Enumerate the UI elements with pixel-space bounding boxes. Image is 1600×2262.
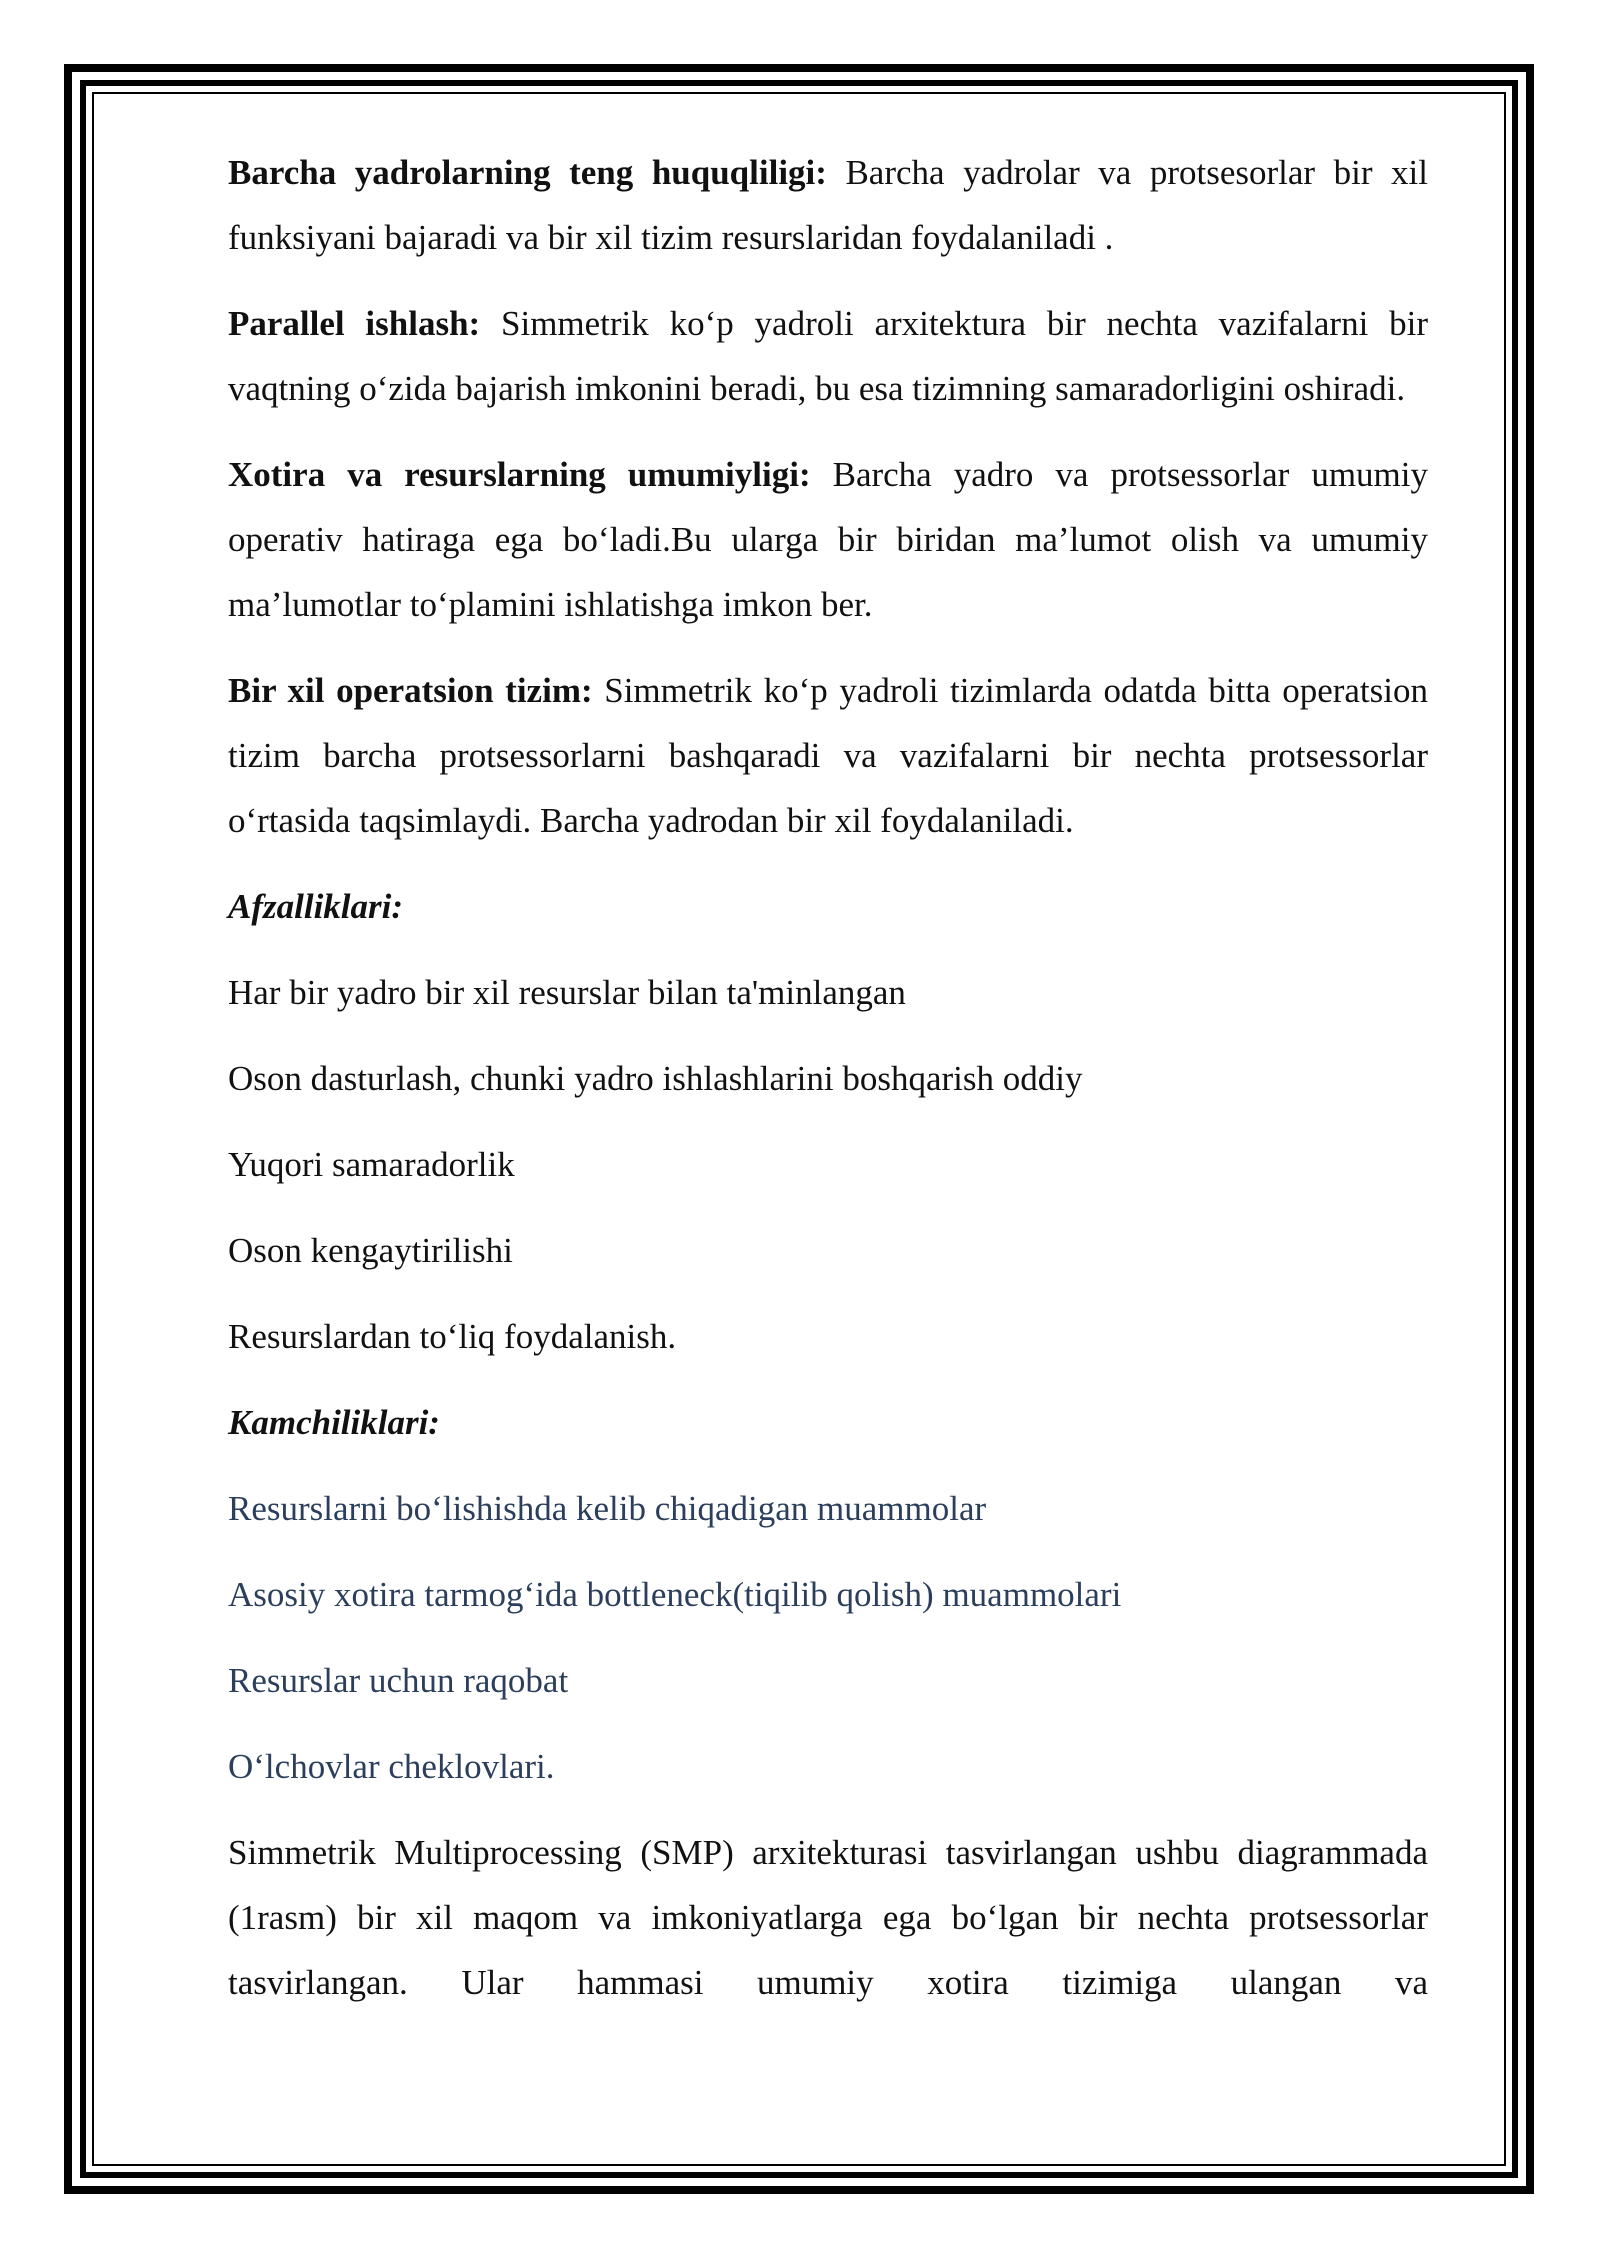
advantage-item: Har bir yadro bir xil resurslar bilan ta'minlangan [228, 973, 906, 1012]
advantage-item: Oson kengaytirilishi [228, 1231, 513, 1270]
advantage-item: Yuqori samaradorlik [228, 1145, 515, 1184]
disadvantage-item: O‘lchovlar cheklovlari. [228, 1747, 555, 1786]
feature-paragraph-parallel [228, 291, 1428, 421]
disadvantage-item: Asosiy xotira tarmog‘ida bottleneck(tiqilib qolish) muammolari [228, 1575, 1122, 1614]
disadvantages-heading: Kamchiliklari: [228, 1403, 440, 1442]
document-body [228, 140, 1428, 2036]
feature-term: Bir xil operatsion tizim: [228, 671, 593, 710]
feature-text: Barcha yadro va protsessorlar umumiy operativ hatiraga ega bo‘ladi.Bu ularga bir biridan ma’lumot olish va umumiy ma’lumotlar to‘plamini ishlatishga imkon ber. [228, 455, 1428, 624]
feature-paragraph-equal-rights [228, 140, 1428, 270]
feature-term: Xotira va resurslarning umumiyligi: [228, 455, 811, 494]
smp-diagram-paragraph: Simmetrik Multiprocessing (SMP) arxitekturasi tasvirlangan ushbu diagrammada (1rasm) bir xil maqom va imkoniyatlarga ega bo‘lgan bir nechta protsessorlar tasvirlangan. Ular hammasi umumiy xotira tizimiga ulangan va [228, 1833, 1428, 2002]
feature-paragraph-single-os [228, 658, 1428, 853]
advantage-item: Resurslardan to‘liq foydalanish. [228, 1317, 677, 1356]
advantages-heading: Afzalliklari: [228, 887, 404, 926]
feature-term: Barcha yadrolarning teng huquqliligi: [228, 153, 827, 192]
feature-paragraph-shared-memory [228, 442, 1428, 637]
feature-text: Barcha yadrolar va protsesorlar bir xil funksiyani bajaradi va bir xil tizim resurslaridan foydalaniladi . [228, 153, 1428, 257]
feature-text: Simmetrik ko‘p yadroli tizimlarda odatda bitta operatsion tizim barcha protsessorlarni bashqaradi va vazifalarni bir nechta protsessorlar o‘rtasida taqsimlaydi. Barcha yadrodan bir xil foydalaniladi. [228, 671, 1428, 840]
disadvantage-item: Resurslar uchun raqobat [228, 1661, 569, 1700]
feature-term: Parallel ishlash: [228, 304, 481, 343]
disadvantage-item: Resurslarni bo‘lishishda kelib chiqadigan muammolar [228, 1489, 987, 1528]
advantage-item: Oson dasturlash, chunki yadro ishlashlarini boshqarish oddiy [228, 1059, 1083, 1098]
feature-text: Simmetrik ko‘p yadroli arxitektura bir nechta vazifalarni bir vaqtning o‘zida bajarish imkonini beradi, bu esa tizimning samaradorligini oshiradi. [228, 304, 1428, 408]
